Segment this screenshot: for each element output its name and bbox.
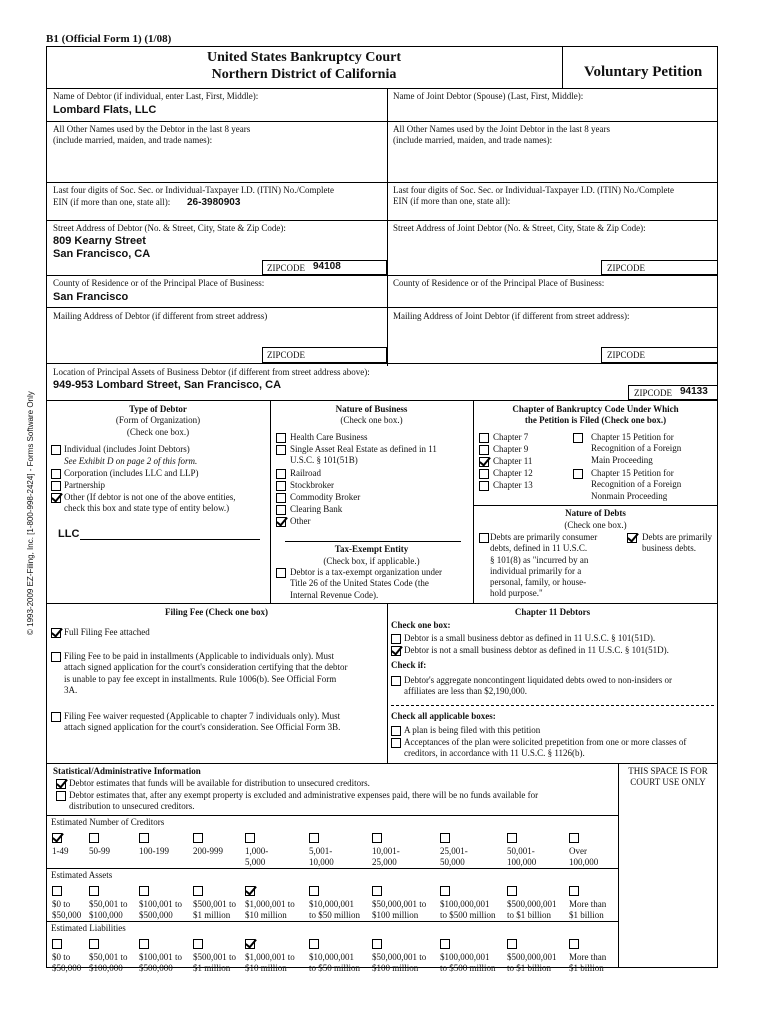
liabilities-option-label: More than $1 billion [569,952,607,973]
court-line-1: United States Bankruptcy Court [206,50,402,65]
clearing-bank-checkbox[interactable] [276,505,286,515]
creditors-option-label: 5,001- 10,000 [309,846,334,867]
debtor-county-field[interactable]: San Francisco [53,291,129,303]
assets-option-checkbox[interactable] [193,886,203,896]
assets-option-label: $1,000,001 to $10 million [245,899,295,920]
other-entity-checkbox[interactable] [51,493,61,503]
other-entity-label: Other (If debtor is not one of the above entities, check this box and state type of entity below.) [64,492,236,514]
assets-option-checkbox[interactable] [52,886,62,896]
debtor-ssn-label-1: Last four digits of Soc. Sec. or Individual-Taxpayer I.D. (ITIN) No./Complete [53,185,335,195]
check-all-label: Check all applicable boxes: [391,711,496,721]
assets-option-checkbox[interactable] [372,886,382,896]
assets-zip-value[interactable]: 94133 [680,386,708,397]
assets-option-checkbox[interactable] [309,886,319,896]
no-funds-label: Debtor estimates that, after any exempt property is excluded and administrative expenses paid, there will be no funds available for distribution to unsecured creditors. [69,790,539,812]
assets-option-checkbox[interactable] [569,886,579,896]
nature-of-business-title: Nature of Business [335,404,408,414]
debtor-mailing-label: Mailing Address of Debtor (if different from street address) [53,311,268,321]
assets-option-label: $100,001 to $500,000 [139,899,183,920]
creditors-option-label: 10,001- 25,000 [372,846,400,867]
railroad-checkbox[interactable] [276,469,286,479]
exhibit-d-note: See Exhibit D on page 2 of this form. [64,456,198,466]
joint-mailing-zip-label: ZIPCODE [607,350,645,360]
joint-ssn-label: Last four digits of Soc. Sec. or Individual-Taxpayer I.D. (ITIN) No./Complete EIN (if more than one, state all): [393,185,675,207]
liabilities-option-label: $10,000,001 to $50 million [309,952,361,973]
debtor-street-line-2[interactable]: San Francisco, CA [53,248,151,260]
plan-filed-label: A plan is being filed with this petition [404,725,541,735]
assets-zip-label: ZIPCODE [634,388,672,398]
assets-option-label: $50,001 to $100,000 [89,899,128,920]
not-small-business-label: Debtor is not a small business debtor as defined in 11 U.S.C. § 101(51D). [404,645,669,655]
assets-option-label: More than $1 billion [569,899,607,920]
nature-of-business-sub: (Check one box.) [340,415,403,425]
other-business-checkbox[interactable] [276,517,286,527]
railroad-label: Railroad [290,468,321,478]
fee-waiver-checkbox[interactable] [51,712,61,722]
assets-option-label: $0 to $50,000 [52,899,82,920]
assets-option-checkbox[interactable] [507,886,517,896]
creditors-option-label: 200-999 [193,846,223,856]
chapter-12-checkbox[interactable] [479,469,489,479]
creditors-option-checkbox[interactable] [89,833,99,843]
consumer-debts-label: Debts are primarily consumer debts, defined in 11 U.S.C. § 101(8) as "incurred by an individual primarily for a personal, family, or house- hold purpose." [490,532,598,599]
form-id: B1 (Official Form 1) (1/08) [46,33,172,45]
commodity-broker-checkbox[interactable] [276,493,286,503]
creditors-option-checkbox[interactable] [139,833,149,843]
no-funds-checkbox[interactable] [56,791,66,801]
chapter-11-checkbox[interactable] [479,457,489,467]
debtor-zip-value[interactable]: 94108 [313,261,341,272]
tax-exempt-checkbox[interactable] [276,568,286,578]
other-business-label: Other [290,516,311,526]
business-debts-checkbox[interactable] [627,533,637,543]
debtor-street-line-1[interactable]: 809 Kearny Street [53,235,146,247]
business-debts-label: Debts are primarily business debts. [642,532,712,554]
creditors-option-checkbox[interactable] [440,833,450,843]
side-copyright-note: © 1993-2009 EZ-Filing, Inc. [1-800-998-2424] - Forms Software Only [26,391,35,635]
chapter-13-label: Chapter 13 [493,480,533,490]
assets-location-label: Location of Principal Assets of Business Debtor (if different from street address above): [53,367,370,377]
debtor-ein-field[interactable]: 26-3980903 [187,197,241,208]
joint-other-names-label: All Other Names used by the Joint Debtor in the last 8 years (include married, maiden, and trade names): [393,124,610,146]
creditors-title: Estimated Number of Creditors [51,817,165,827]
debtor-street-label: Street Address of Debtor (No. & Street, City, State & Zip Code): [53,223,286,233]
consumer-debts-checkbox[interactable] [479,533,489,543]
chapter-15-nonmain-label: Chapter 15 Petition for Recognition of a Foreign Nonmain Proceeding [591,468,682,501]
chapter-12-label: Chapter 12 [493,468,533,478]
creditors-option-checkbox[interactable] [245,833,255,843]
liabilities-option-checkbox[interactable] [440,939,450,949]
tax-exempt-sub: (Check box, if applicable.) [323,556,420,566]
court-line-2: Northern District of California [211,66,397,82]
court-name [46,50,562,84]
chapter-7-checkbox[interactable] [479,433,489,443]
partnership-checkbox[interactable] [51,481,61,491]
liabilities-option-label: $500,000,001 to $1 billion [507,952,557,973]
assets-option-checkbox[interactable] [245,886,255,896]
check-if-label: Check if: [391,660,427,670]
liabilities-option-label: $100,000,001 to $500 million [440,952,496,973]
assets-option-label: $500,001 to $1 million [193,899,237,920]
debtor-mailing-zip-label: ZIPCODE [267,350,305,360]
petition-title: Voluntary Petition [584,64,703,80]
assets-location-field[interactable]: 949-953 Lombard Street, San Francisco, CA [53,379,282,391]
creditors-option-label: 100-199 [139,846,169,856]
creditors-option-label: 50-99 [89,846,110,856]
health-care-label: Health Care Business [290,432,368,442]
chapter-11-debtors-title: Chapter 11 Debtors [514,607,591,617]
corporation-checkbox[interactable] [51,469,61,479]
full-fee-label: Full Filing Fee attached [64,627,150,637]
full-fee-checkbox[interactable] [51,628,61,638]
chapter-13-checkbox[interactable] [479,481,489,491]
funds-available-label: Debtor estimates that funds will be available for distribution to unsecured creditors. [69,778,370,788]
debtor-ssn-label-2: EIN (if more than one, state all): [53,197,171,207]
assets-option-label: $500,000,001 to $1 billion [507,899,557,920]
assets-option-checkbox[interactable] [89,886,99,896]
other-entity-value[interactable]: LLC [58,528,80,540]
liabilities-title: Estimated Liabilities [51,923,126,933]
chapter-11-label: Chapter 11 [493,456,533,466]
small-business-checkbox[interactable] [391,634,401,644]
clearing-bank-label: Clearing Bank [290,504,343,514]
joint-mailing-label: Mailing Address of Joint Debtor (if different from street address): [393,311,630,321]
assets-option-label: $50,000,001 to $100 million [372,899,427,920]
chapter-9-checkbox[interactable] [479,445,489,455]
type-of-debtor-sub2: (Check one box.) [126,427,190,437]
check-one-box-label: Check one box: [391,620,451,630]
nature-of-debts-title: Nature of Debts [565,508,626,518]
filing-fee-title: Filing Fee (Check one box) [165,607,268,617]
liabilities-option-checkbox[interactable] [52,939,62,949]
chapter-15-main-checkbox[interactable] [573,433,583,443]
liabilities-option-checkbox[interactable] [507,939,517,949]
not-small-business-checkbox[interactable] [391,646,401,656]
joint-county-label: County of Residence or of the Principal Place of Business: [393,278,605,288]
liabilities-option-checkbox[interactable] [245,939,255,949]
liabilities-option-checkbox[interactable] [569,939,579,949]
creditors-option-checkbox[interactable] [52,833,62,843]
joint-street-label: Street Address of Joint Debtor (No. & Street, City, State & Zip Code): [393,223,646,233]
liabilities-option-checkbox[interactable] [193,939,203,949]
liabilities-option-checkbox[interactable] [309,939,319,949]
liabilities-option-label: $0 to $50,000 [52,952,82,973]
creditors-option-label: 1,000- 5,000 [245,846,269,867]
debtor-county-label: County of Residence or of the Principal Place of Business: [53,278,265,288]
assets-option-label: $100,000,001 to $500 million [440,899,496,920]
single-asset-re-checkbox[interactable] [276,445,286,455]
type-of-debtor-title: Type of Debtor [129,404,187,414]
stockbroker-checkbox[interactable] [276,481,286,491]
individual-label: Individual (includes Joint Debtors) [64,444,190,454]
health-care-checkbox[interactable] [276,433,286,443]
individual-checkbox[interactable] [51,445,61,455]
creditors-option-label: 50,001- 100,000 [507,846,537,867]
chapter-7-label: Chapter 7 [493,432,529,442]
plan-filed-checkbox[interactable] [391,726,401,736]
assets-option-checkbox[interactable] [440,886,450,896]
liabilities-option-label: $50,000,001 to $100 million [372,952,427,973]
acceptances-label: Acceptances of the plan were solicited prepetition from one or more classes of creditors, in accordance with 11 U.S.C. § 1126(b). [404,737,687,759]
corporation-label: Corporation (includes LLC and LLP) [64,468,199,478]
chapter-15-nonmain-checkbox[interactable] [573,469,583,479]
debtor-zip-label: ZIPCODE [267,263,305,273]
joint-zip-label: ZIPCODE [607,263,645,273]
chapter-9-label: Chapter 9 [493,444,529,454]
creditors-option-label: Over 100,000 [569,846,599,867]
assets-option-checkbox[interactable] [139,886,149,896]
installment-fee-checkbox[interactable] [51,652,61,662]
acceptances-checkbox[interactable] [391,738,401,748]
liabilities-option-label: $500,001 to $1 million [193,952,237,973]
chapter-15-main-label: Chapter 15 Petition for Recognition of a Foreign Main Proceeding [591,432,682,465]
installment-fee-label: Filing Fee to be paid in installments (Applicable to individuals only). Must attach signed application for the court's consideration certifying that the debtor is unable to pay fee except in installments. Rule 1006(b). See Official Form 3A. [64,651,348,695]
creditors-option-checkbox[interactable] [372,833,382,843]
nature-of-debts-sub: (Check one box.) [564,520,627,530]
creditors-option-checkbox[interactable] [569,833,579,843]
tax-exempt-label: Debtor is a tax-exempt organization under Title 26 of the United States Code (the Internal Revenue Code). [290,567,443,600]
assets-option-label: $10,000,001 to $50 million [309,899,361,920]
single-asset-re-label: Single Asset Real Estate as defined in 11 U.S.C. § 101(51B) [290,444,437,466]
small-business-label: Debtor is a small business debtor as defined in 11 U.S.C. § 101(51D). [404,633,656,643]
statistical-title: Statistical/Administrative Information [53,766,201,776]
fee-waiver-label: Filing Fee waiver requested (Applicable to chapter 7 individuals only). Must attach signed application for the court's consideration. See Official Form 3B. [64,711,341,733]
partnership-label: Partnership [64,480,105,490]
court-use-note: THIS SPACE IS FOR COURT USE ONLY [628,766,708,788]
assets-title: Estimated Assets [51,870,113,880]
aggregate-debts-checkbox[interactable] [391,676,401,686]
creditors-option-checkbox[interactable] [507,833,517,843]
creditors-option-checkbox[interactable] [193,833,203,843]
debtor-name-field[interactable]: Lombard Flats, LLC [53,104,157,116]
funds-available-checkbox[interactable] [56,779,66,789]
debtor-other-names-label: All Other Names used by the Debtor in the last 8 years (include married, maiden, and trade names): [53,124,251,146]
chapter-title-1: Chapter of Bankruptcy Code Under Which [512,404,679,414]
stockbroker-label: Stockbroker [290,480,334,490]
creditors-option-checkbox[interactable] [309,833,319,843]
commodity-broker-label: Commodity Broker [290,492,361,502]
tax-exempt-title: Tax-Exempt Entity [334,544,409,554]
liabilities-option-checkbox[interactable] [139,939,149,949]
chapter-title-2: the Petition is Filed (Check one box.) [524,415,667,425]
liabilities-option-label: $50,001 to $100,000 [89,952,128,973]
liabilities-option-label: $1,000,001 to $10 million [245,952,295,973]
debtor-name-label: Name of Debtor (if individual, enter Last, First, Middle): [53,91,259,101]
liabilities-option-checkbox[interactable] [89,939,99,949]
liabilities-option-checkbox[interactable] [372,939,382,949]
joint-name-label: Name of Joint Debtor (Spouse) (Last, First, Middle): [393,91,584,101]
type-of-debtor-sub1: (Form of Organization) [115,415,201,425]
creditors-option-label: 1-49 [52,846,69,856]
liabilities-option-label: $100,001 to $500,000 [139,952,183,973]
aggregate-debts-label: Debtor's aggregate noncontingent liquidated debts owed to non-insiders or affiliates are less than $2,190,000. [404,675,673,697]
creditors-option-label: 25,001- 50,000 [440,846,468,867]
